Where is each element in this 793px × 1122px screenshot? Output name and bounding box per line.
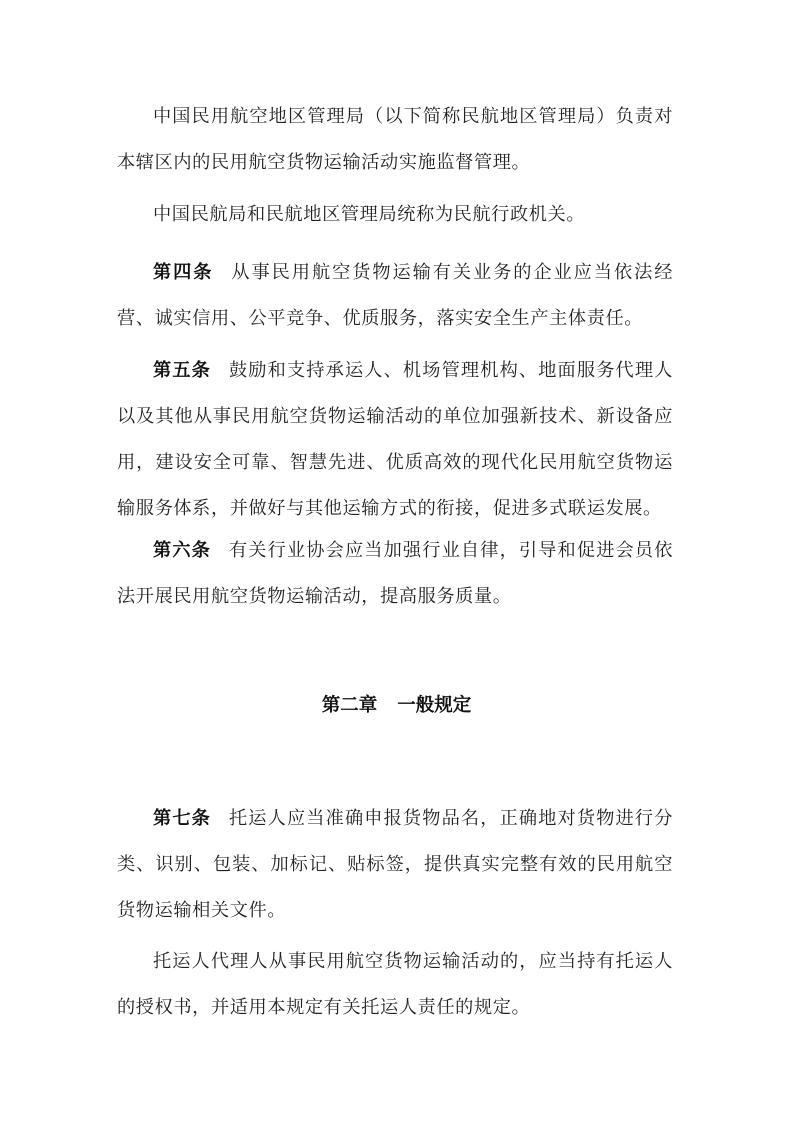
paragraph-text: 中国民航局和民航地区管理局统称为民航行政机关。 <box>153 204 586 225</box>
article-5 <box>117 348 673 532</box>
chapter-heading <box>0 692 793 720</box>
article-7 <box>117 796 673 934</box>
article-text: 鼓励和支持承运人、机场管理机构、地面服务代理人以及其他从事民用航空货物运输活动的单位加强新技术、新设备应用，建设安全可靠、智慧先进、优质高效的现代化民用航空货物运输服务体系，并做好与其他运输方式的衔接，促进多式联运发展。 <box>117 360 673 519</box>
article-text: 有关行业协会应当加强行业自律，引导和促进会员依法开展民用航空货物运输活动，提高服务质量。 <box>117 540 673 607</box>
chapter-title: 一般规定 <box>397 695 472 716</box>
article-4 <box>117 250 673 342</box>
paragraph-text: 托运人代理人从事民用航空货物运输活动的，应当持有托运人的授权书，并适用本规定有关托运人责任的规定。 <box>117 951 673 1018</box>
paragraph-civil-aviation-authorities <box>117 192 673 238</box>
article-number: 第六条 <box>153 540 211 561</box>
article-text: 托运人应当准确申报货物品名，正确地对货物进行分类、识别、包装、加标记、贴标签，提供真实完整有效的民用航空货物运输相关文件。 <box>117 808 673 921</box>
article-number: 第四条 <box>153 262 214 283</box>
chapter-number: 第二章 <box>321 695 378 716</box>
article-number: 第五条 <box>153 360 211 381</box>
article-text: 从事民用航空货物运输有关业务的企业应当依法经营、诚实信用、公平竞争、优质服务，落实安全生产主体责任。 <box>117 262 673 329</box>
article-6 <box>117 528 673 620</box>
paragraph-text: 中国民用航空地区管理局（以下简称民航地区管理局）负责对本辖区内的民用航空货物运输活动实施监督管理。 <box>117 106 673 173</box>
paragraph-shipper-agent <box>117 939 673 1031</box>
paragraph-regional-authority <box>117 94 673 186</box>
article-number: 第七条 <box>153 808 211 829</box>
